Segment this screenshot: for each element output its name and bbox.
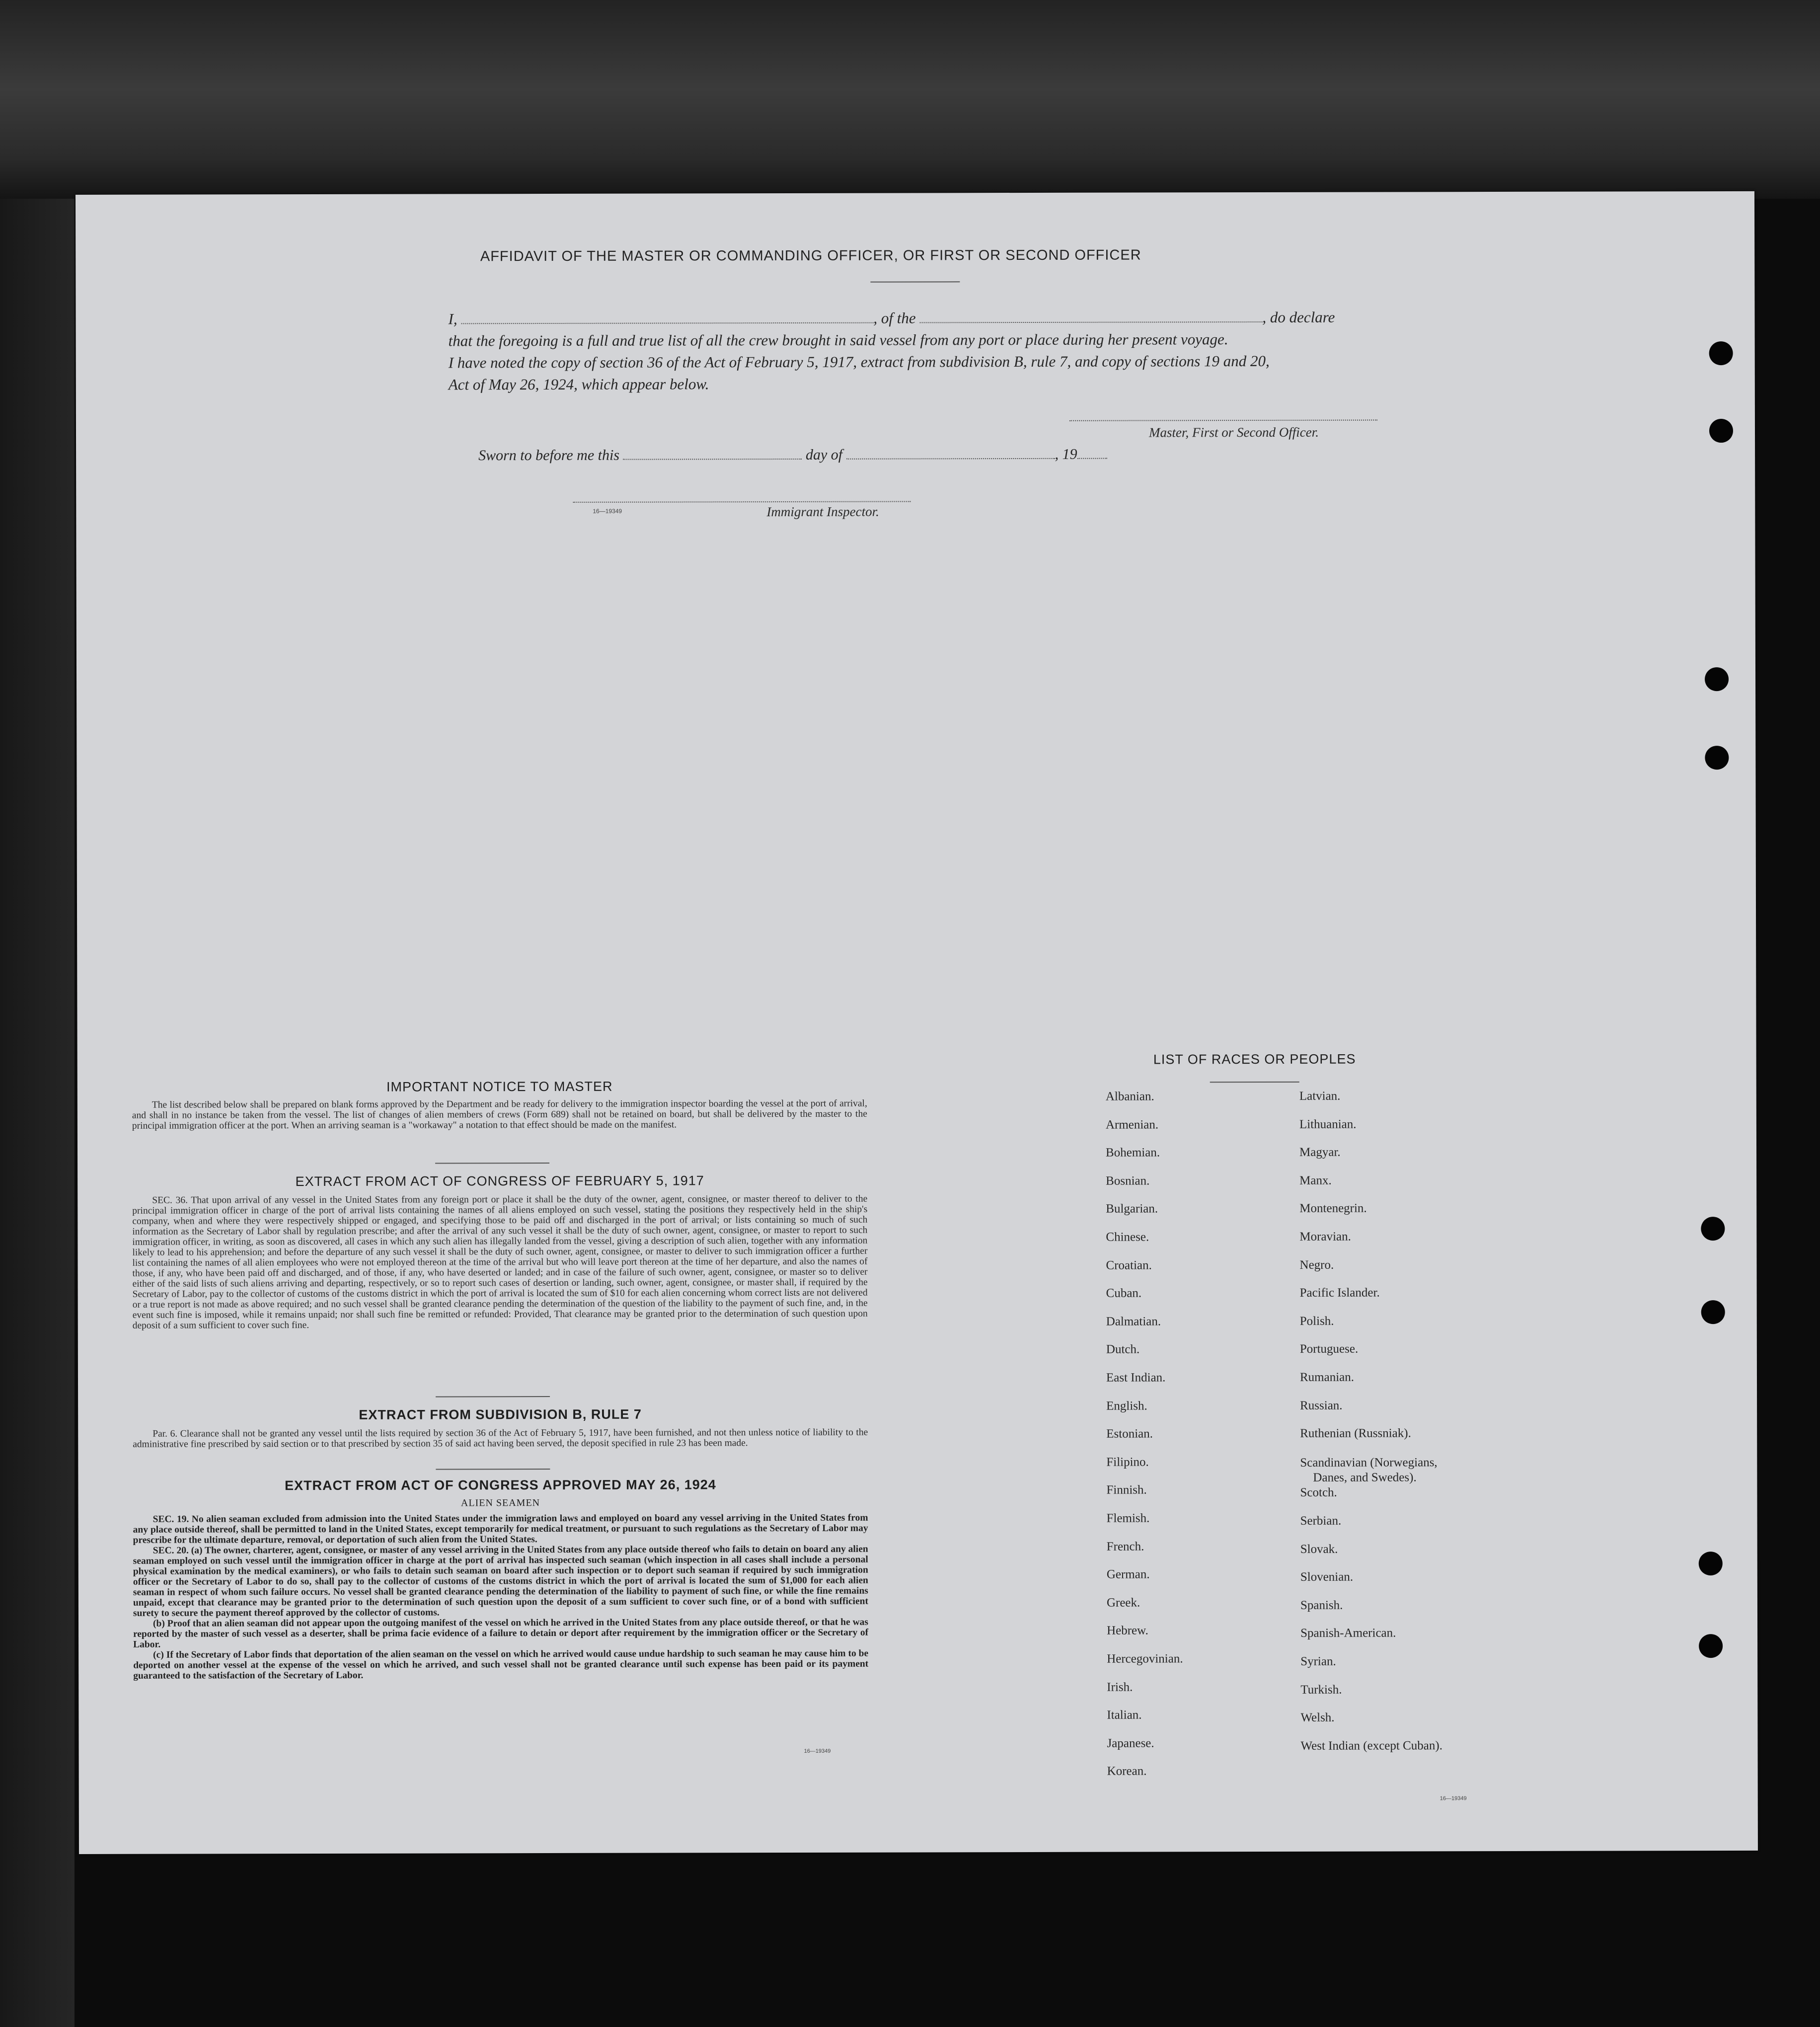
race-item: Negro.	[1299, 1258, 1334, 1272]
declaration-line-1	[448, 306, 1392, 330]
race-item: Estonian.	[1106, 1427, 1153, 1441]
binder-hole	[1709, 341, 1733, 365]
races-form-code: 16—19349	[1440, 1795, 1467, 1802]
race-item: Lithuanian.	[1299, 1117, 1357, 1131]
race-item: Polish.	[1299, 1314, 1334, 1328]
race-item: Flemish.	[1106, 1511, 1150, 1525]
race-item: Syrian.	[1300, 1654, 1336, 1668]
race-item: Cuban.	[1106, 1286, 1142, 1300]
extract-1924-text	[133, 1513, 869, 1723]
declaration-line-2: that the foregoing is a full and true list of all the crew brought in said vessel from any port or place during her present voyage.	[448, 330, 1228, 350]
race-item: Scotch.	[1300, 1486, 1337, 1500]
declaration-of-the: , of the	[873, 309, 916, 327]
title-underline	[870, 281, 960, 282]
sworn-day-blank[interactable]	[623, 450, 802, 460]
race-item: Korean.	[1107, 1764, 1147, 1779]
section-20c-paragraph: (c) If the Secretary of Labor finds that deportation of the alien seaman on the vessel on which he arrived would cause undue hardship to such seaman he may cause him to be deported on another vessel at the expense of the vessel on which he arrived, and such vessel shall not be granted clearance until such expense has been paid or its payment guaranteed to the satisfaction of the Secretary of Labor.	[133, 1648, 869, 1681]
race-item: Portuguese.	[1299, 1342, 1359, 1356]
race-item: Scandinavian (Norwegians,	[1300, 1456, 1438, 1470]
binder-hole	[1699, 1634, 1723, 1658]
race-item: Serbian.	[1300, 1514, 1342, 1528]
race-item: Hebrew.	[1107, 1624, 1148, 1638]
extract-rule7-paragraph: Par. 6. Clearance shall not be granted any vessel until the lists required by section 36 of the Act of February 5, 1917, have been furnished, and not then unless notice of liability to the administrative fine prescribed by said section or to that prescribed by section 35 of said act having been served, the deposit specified in rule 23 has been made.	[133, 1427, 868, 1450]
form-code: 16—19349	[593, 507, 622, 515]
race-item: Japanese.	[1107, 1736, 1154, 1750]
extract-1917-paragraph: SEC. 36. That upon arrival of any vessel in the United States from any foreign port or place it shall be the duty of the owner, agent, consignee, or master thereof to deliver to the principal immigration officer in charge of the port of arrival lists containing the names of all aliens employed on such vessel, stating the positions they respectively held in the ship's company, when and where they were respectively shipped or engaged, and specifying those to be paid off and discharged in the port of arrival; or lists containing so much of such information as the Secretary of Labor shall by regulation prescribe; and after the arrival of any such vessel it shall be the duty of such owner, agent, consignee, or master to report to such immigration officer, in writing, as soon as discovered, all cases in which any such alien has illegally landed from the vessel, giving a description of such alien, together with any information likely to lead to his apprehension; and before the departure of any such vessel it shall be the duty of such owner, agent, consignee, or master to deliver to such immigration officer a further list containing the names of all alien employees who were not employed thereon at the time of the arrival but who will leave port thereon at the time of her departure, and also the names of those, if any, who have been paid off and discharged, and of those, if any, who have deserted or landed; and in case of the failure of such owner, agent, consignee, or master so to deliver either of the said lists of such aliens arriving and departing, respectively, or so to report such cases of desertion or landing, such owner, agent, consignee, or master shall, if required by the Secretary of Labor, pay to the collector of customs of the customs district in which the port of arrival is located the sum of $10 for each alien concerning whom correct lists are not delivered or a true report is not made as above required; and no such vessel shall be granted clearance pending the determination of the question of the liability to the payment of such fine, and, in the event such fine is imposed, while it remains unpaid; nor shall such fine be remitted or refunded: Provided, That clearance may be granted prior to the determination of such question upon deposit of a sum sufficient to cover such fine.	[132, 1193, 868, 1331]
master-signature-label: Master, First or Second Officer.	[1148, 424, 1319, 440]
race-item: Chinese.	[1106, 1230, 1149, 1244]
race-item: Slovenian.	[1300, 1570, 1354, 1584]
race-item: Moravian.	[1299, 1230, 1351, 1244]
race-item: West Indian (except Cuban).	[1300, 1739, 1442, 1753]
declaration-line-3: I have noted the copy of section 36 of the Act of February 5, 1917, extract from subdivision B, rule 7, and copy of sections 19 and 20,	[448, 352, 1270, 372]
binder-hole	[1705, 746, 1729, 770]
race-item: Russian.	[1300, 1399, 1343, 1412]
races-title-underline	[1210, 1082, 1299, 1083]
binder-hole	[1709, 419, 1733, 443]
declaration-i: I,	[448, 310, 457, 328]
race-item: Welsh.	[1300, 1711, 1335, 1725]
section-divider	[435, 1163, 549, 1164]
sworn-statement	[478, 446, 1107, 465]
race-item: Filipino.	[1106, 1455, 1149, 1469]
vessel-blank[interactable]	[919, 312, 1262, 323]
race-item: Bosnian.	[1106, 1174, 1150, 1188]
race-item: Ruthenian (Russniak).	[1300, 1426, 1411, 1441]
extract-1917-text	[132, 1194, 868, 1364]
race-item: Albanian.	[1105, 1090, 1154, 1103]
sworn-year: , 19	[1055, 446, 1077, 463]
race-item: Latvian.	[1299, 1089, 1341, 1103]
sworn-year-blank[interactable]	[1077, 449, 1107, 459]
race-item: East Indian.	[1106, 1371, 1166, 1385]
race-item: Danes, and Swedes).	[1313, 1471, 1417, 1484]
notice-title: IMPORTANT NOTICE TO MASTER	[386, 1079, 613, 1094]
race-item: Rumanian.	[1299, 1370, 1355, 1384]
race-item: Bohemian.	[1106, 1146, 1160, 1160]
declaration-do-declare: , do declare	[1262, 308, 1335, 326]
inspector-signature-label: Immigrant Inspector.	[766, 504, 879, 520]
extract-form-code: 16—19349	[804, 1748, 831, 1754]
scanner-background-left	[0, 199, 75, 2027]
race-item: German.	[1106, 1567, 1150, 1581]
race-item: Italian.	[1107, 1708, 1142, 1722]
extract-1924-title: EXTRACT FROM ACT OF CONGRESS APPROVED MAY 26, 1924	[285, 1477, 716, 1493]
sworn-month-blank[interactable]	[846, 449, 1055, 460]
declaration-line-4: Act of May 26, 1924, which appear below.	[448, 375, 709, 393]
binder-hole	[1701, 1217, 1725, 1241]
races-title: LIST OF RACES OR PEOPLES	[1153, 1051, 1356, 1067]
race-item: Croatian.	[1106, 1258, 1152, 1272]
section-19-paragraph: SEC. 19. No alien seaman excluded from admission into the United States under the immigration laws and employed on board any vessel arriving in the United States from any place outside thereof, shall be permitted to land in the United States, except temporarily for medical treatment, or pursuant to such regulations as the Secretary of Labor may prescribe for the ultimate departure, removal, or deportation of such alien from the United States.	[133, 1512, 868, 1546]
binder-hole	[1699, 1552, 1723, 1575]
alien-seamen-subtitle: ALIEN SEAMEN	[460, 1497, 540, 1509]
notice-paragraph: The list described below shall be prepared on blank forms approved by the Department and be ready for delivery to the immigration inspector boarding the vessel at the port of arrival, and shall in no instance be taken from the vessel. The list of changes of alien members of crews (Form 689) shall not be retained on board, but shall be delivered by the master to the principal immigration officer at the port. When an arriving seaman is a "workaway" a notation to that effect should be made on the manifest.	[132, 1098, 867, 1131]
race-item: Montenegrin.	[1299, 1201, 1367, 1216]
extract-rule7-title: EXTRACT FROM SUBDIVISION B, RULE 7	[359, 1406, 642, 1422]
race-item: Slovak.	[1300, 1542, 1338, 1556]
declaration-text	[448, 306, 1392, 395]
race-item: Spanish-American.	[1300, 1626, 1396, 1640]
race-item: Dutch.	[1106, 1342, 1140, 1357]
affidavit-title: AFFIDAVIT OF THE MASTER OR COMMANDING OFFICER, OR FIRST OR SECOND OFFICER	[480, 247, 1141, 265]
notice-text	[132, 1098, 867, 1146]
race-item: Magyar.	[1299, 1145, 1341, 1160]
section-divider	[436, 1469, 550, 1470]
race-item: Hercegovinian.	[1107, 1652, 1183, 1666]
sworn-day-of: day of	[805, 446, 843, 463]
extract-rule7-text	[133, 1427, 868, 1462]
master-signature-line[interactable]	[1069, 420, 1377, 421]
race-item: Armenian.	[1105, 1118, 1159, 1132]
inspector-signature-line[interactable]	[573, 501, 910, 502]
race-item: French.	[1106, 1540, 1144, 1554]
race-item: Greek.	[1106, 1596, 1140, 1610]
sworn-text: Sworn to before me this	[478, 447, 620, 464]
race-item: Irish.	[1107, 1680, 1133, 1694]
race-item: Bulgarian.	[1106, 1202, 1158, 1216]
race-item: Finnish.	[1106, 1483, 1147, 1497]
section-20a-paragraph: SEC. 20. (a) The owner, charterer, agent, consignee, or master of any vessel arriving in the United States from any place outside thereof who fails to detain on board any alien seaman employed on such vessel until the immigration officer in charge at the port of arrival has inspected such seaman (which inspection in all cases shall include a personal physical examination by the medical examiners), or who fails to detain such seaman on board after such inspection or to deport such seaman if required by such immigration officer or the Secretary of Labor to do so, shall pay to the collector of customs of the customs district in which the port of arrival is located the sum of $1,000 for each alien seaman in respect of whom such failure occurs. No vessel shall be granted clearance pending the determination of the liability to payment of such fine, or while the fine remains unpaid, except that clearance may be granted prior to the determination of such question upon the deposit of a sum sufficient to cover such fine, or of a bond with sufficient surety to secure the payment thereof approved by the collector of customs.	[133, 1544, 868, 1619]
scanner-background-top	[0, 0, 1820, 199]
form-page	[76, 191, 1758, 1854]
name-blank[interactable]	[461, 312, 873, 324]
race-item: Manx.	[1299, 1173, 1332, 1187]
section-divider	[436, 1396, 550, 1397]
race-item: Spanish.	[1300, 1598, 1343, 1612]
extract-1917-title: EXTRACT FROM ACT OF CONGRESS OF FEBRUARY 5, 1917	[295, 1173, 704, 1189]
race-item: Pacific Islander.	[1299, 1286, 1380, 1300]
binder-hole	[1701, 1300, 1725, 1324]
race-item: Turkish.	[1300, 1683, 1342, 1697]
binder-hole	[1705, 667, 1729, 691]
race-item: English.	[1106, 1399, 1147, 1413]
race-item: Dalmatian.	[1106, 1315, 1161, 1328]
section-20b-paragraph: (b) Proof that an alien seaman did not appear upon the outgoing manifest of the vessel on which he arrived in the United States from any place outside thereof, or that he was reported by the master of such vessel as a deserter, shall be prima facie evidence of a failure to detain or deport after requirement by the immigration officer or the Secretary of Labor.	[133, 1617, 869, 1650]
